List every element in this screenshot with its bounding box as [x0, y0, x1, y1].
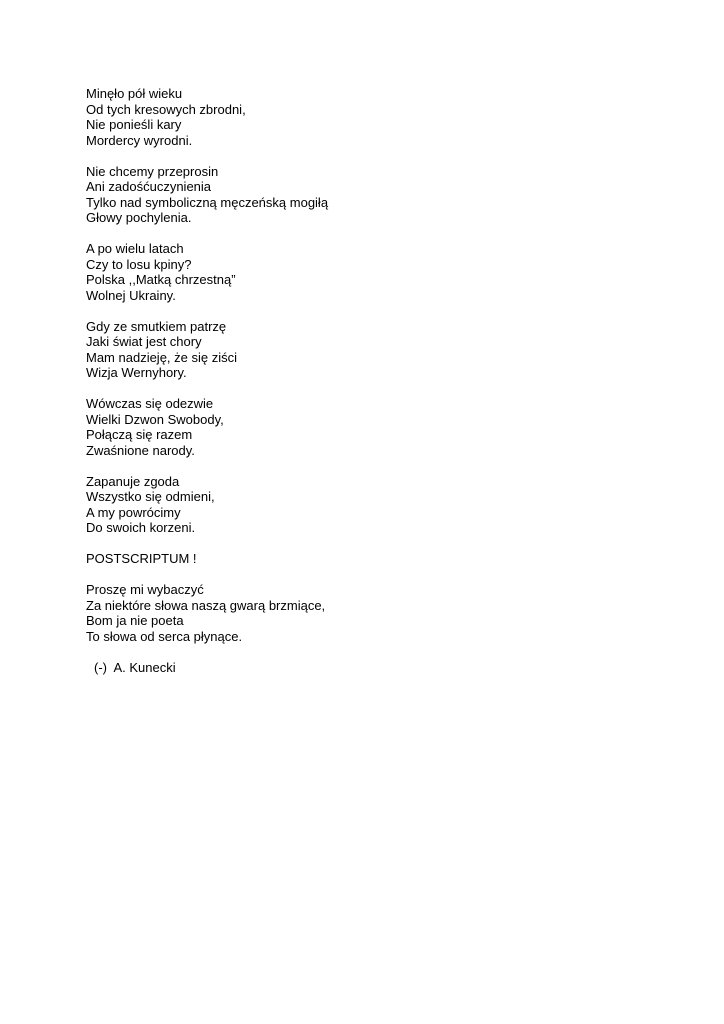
- poem-line: Nie chcemy przeprosin: [86, 163, 219, 179]
- poem-line: Mam nadzieję, że się ziści: [86, 349, 237, 365]
- poem-line: Wielki Dzwon Swobody,: [86, 411, 224, 427]
- poem-line: Bom ja nie poeta: [86, 613, 184, 628]
- poem-line: Zwaśnione narody.: [86, 442, 195, 458]
- poem-line: Zapanuje zgoda: [86, 473, 180, 489]
- poem-line: Wówczas się odezwie: [86, 396, 214, 411]
- poem-line: Połączą się razem: [86, 427, 193, 442]
- stanza-3: [86, 241, 646, 303]
- poem-line: Proszę mi wybaczyć: [86, 582, 204, 597]
- postscript-heading: POSTSCRIPTUM !: [86, 551, 197, 566]
- poem-line: Za niektóre słowa naszą gwarą brzmiące,: [86, 597, 326, 613]
- poem-line: Gdy ze smutkiem patrzę: [86, 318, 227, 334]
- poem-line: Ani zadośćuczynienia: [86, 179, 212, 194]
- poem-line: Od tych kresowych zbrodni,: [86, 101, 246, 117]
- stanza-2: [86, 164, 646, 226]
- postscript-stanza: [86, 582, 646, 644]
- stanza-5: [86, 396, 646, 458]
- stanza-1: [86, 86, 646, 148]
- poem-line: Czy to losu kpiny?: [86, 256, 192, 272]
- stanza-4: [86, 319, 646, 381]
- poem-line: Polska ,,Matką chrzestną”: [86, 272, 236, 287]
- stanza-6: [86, 474, 646, 536]
- poem-text: [86, 86, 646, 675]
- poem-line: Głowy pochylenia.: [86, 210, 192, 225]
- poem-line: Jaki świat jest chory: [86, 334, 202, 349]
- poem-line: A po wielu latach: [86, 241, 184, 256]
- poem-line: Tylko nad symboliczną męczeńską mogiłą: [86, 194, 329, 210]
- poem-line: To słowa od serca płynące.: [86, 628, 243, 644]
- poem-line: Nie ponieśli kary: [86, 117, 182, 132]
- poem-line: Wszystko się odmieni,: [86, 489, 215, 504]
- poem-line: Mordercy wyrodni.: [86, 132, 193, 148]
- poem-line: A my powrócimy: [86, 504, 181, 520]
- poem-line: Do swoich korzeni.: [86, 520, 196, 535]
- signature: (-) A. Kunecki: [94, 659, 176, 675]
- poem-line: Wizja Wernyhory.: [86, 365, 187, 380]
- poem-line: Minęło pół wieku: [86, 86, 183, 101]
- poem-line: Wolnej Ukrainy.: [86, 287, 176, 303]
